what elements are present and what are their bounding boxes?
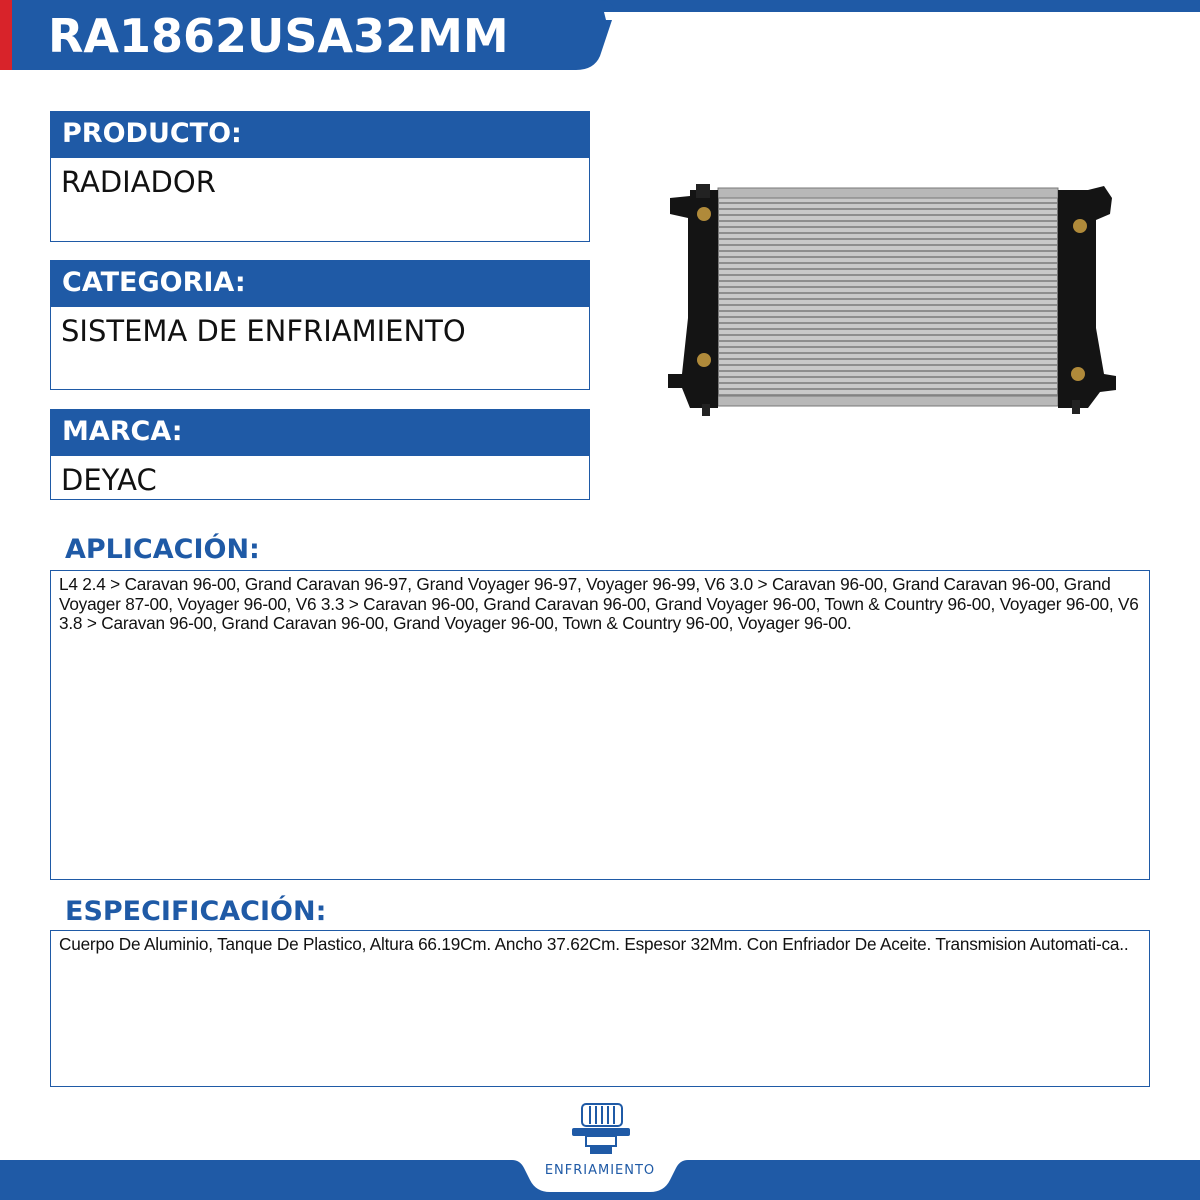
product-code-title: RA1862USA32MM: [48, 9, 509, 63]
category-label: CATEGORIA:: [50, 260, 590, 306]
application-title: APLICACIÓN:: [65, 534, 260, 565]
specification-text: Cuerpo De Aluminio, Tanque De Plastico, Altura 66.19Cm. Ancho 37.62Cm. Espesor 32Mm. Con Enfriador De Aceite. Transmision Automati-ca..: [50, 930, 1150, 1087]
application-text: L4 2.4 > Caravan 96-00, Grand Caravan 96-97, Grand Voyager 96-97, Voyager 96-99, V6 3.0 > Caravan 96-00, Grand Caravan 96-00, Grand Voyager 87-00, Voyager 96-00, V6 3.3 > Caravan 96-00, Grand Caravan 96-00, Grand Voyager 96-00, Town & Country 96-00, Voyager 96-00, V6 3.8 > Caravan 96-00, Grand Caravan 96-00, Grand Voyager 96-00, Town & Country 96-00, Voyager 96-00.: [50, 570, 1150, 880]
specification-title: ESPECIFICACIÓN:: [65, 896, 327, 927]
cooling-system-icon: [566, 1102, 636, 1158]
footer-label: ENFRIAMIENTO: [544, 1163, 656, 1178]
brand-value: DEYAC: [50, 455, 590, 500]
category-value: SISTEMA DE ENFRIAMIENTO: [50, 306, 590, 390]
radiator-image: [660, 178, 1120, 418]
product-value: RADIADOR: [50, 157, 590, 242]
product-label: PRODUCTO:: [50, 111, 590, 157]
brand-label: MARCA:: [50, 409, 590, 455]
